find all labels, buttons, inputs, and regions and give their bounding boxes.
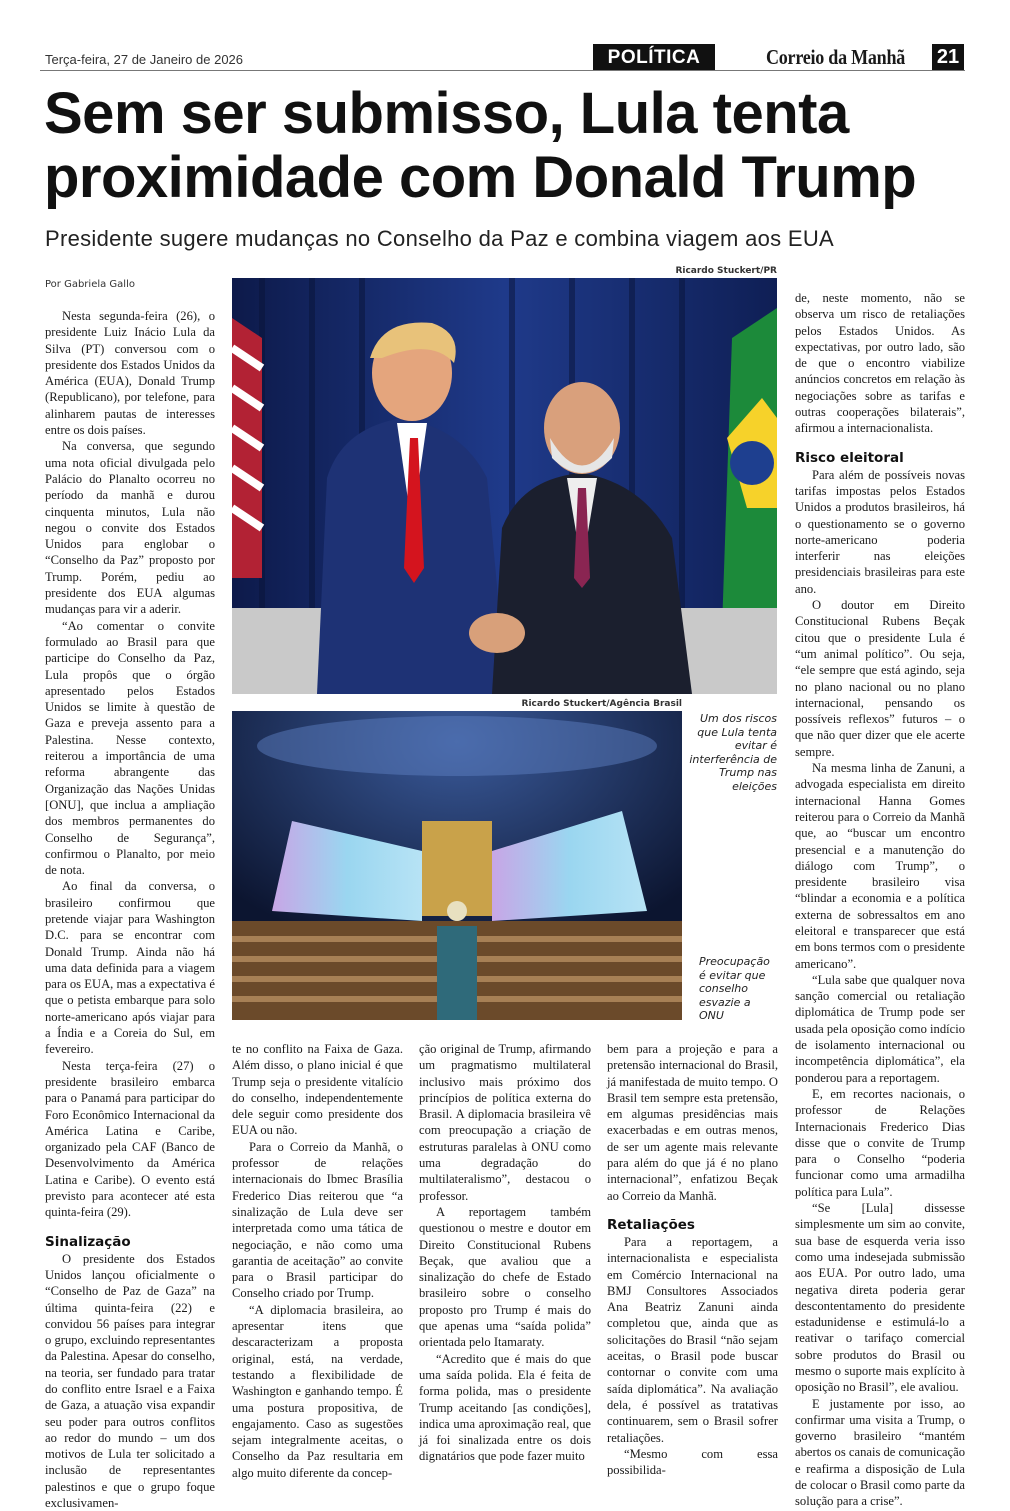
header-rule bbox=[40, 70, 965, 71]
section-heading: Sinalização bbox=[45, 1233, 131, 1250]
paragraph: “Acredito que é mais do que uma saída polida. Ela é feita de forma polida, mas o presidente Trump aceitando [as condições], indica uma aproximação real, que já foi sinalizada entre os dois dignatários que pode fazer muito bbox=[419, 1351, 591, 1464]
paragraph: Para o Correio da Manhã, o professor de relações internacionais do Ibmec Brasília Frederico Dias reiterou que “a sinalização de Lula deve ser interpretada como uma tática de negociação, e não como uma garantia de aceitação” ao convite para o Brasil participar do Conselho criado por Trump. bbox=[232, 1139, 403, 1301]
paragraph: Na mesma linha de Zanuni, a advogada especialista em direito internacional Hanna Gomes reiterou para o Correio da Manhã que, ao “buscar um encontro presencial e a manutenção do diálogo com Trump”, o presidente brasileiro visa “blindar a economia e a política externa de sobressaltos em ano eleitoral e transparecer que está em bons termos com o presidente americano”. bbox=[795, 761, 965, 971]
paragraph: “Ao comentar o convite formulado ao Brasil para que participe do Conselho da Paz, Lula propôs que o órgão apresentado pelos Estados Unidos se limite à questão de Gaza e preveja assento para a Palestina. Nesse contexto, reiterou a importância de uma reforma abrangente das Organização das Nações Unidas [ONU], que inclua a ampliação dos membros permanentes do Conselho de Segurança”, confirmou o Planalto, por meio de nota. bbox=[45, 618, 215, 878]
paragraph: E, em recortes nacionais, o professor de Relações Internacionais Frederico Dias disse que o convite de Trump para o Conselho “poderia funcionar como uma armadilha política para Lula”. bbox=[795, 1086, 965, 1199]
article-column-3 bbox=[419, 1041, 591, 1465]
photo-credit: Ricardo Stuckert/Agência Brasil bbox=[521, 699, 682, 709]
paragraph: bem para a projeção e para a pretensão internacional do Brasil, já manifestada de muito tempo. O Brasil tem sempre esta pretensão, em algumas presidências mais exacerbadas e em outras menos, de ser um agente mais relevante para além do que já é no plano internacional”, enfatizou Beçak ao Correio da Manhã. bbox=[607, 1042, 778, 1203]
newspaper-logo: Correio da Manhã bbox=[766, 45, 906, 69]
photo-caption: Preocupação é evitar que conselho esvazie a ONU bbox=[699, 955, 770, 1022]
section-label: POLÍTICA bbox=[593, 44, 715, 70]
article-column-2 bbox=[232, 1041, 403, 1481]
paragraph: “Se [Lula] dissesse simplesmente um sim ao convite, sua base de esquerda veria isso como uma indesejada submissão aos EUA. Por outro lado, uma negativa direta poderia gerar descontentamento do presidente estadunidense e estimulá-lo a reativar o tarifaço comercial sobre produtos do Brasil ou mesmo o suporte mais explícito à oposição no Brasil”, ele avaliou. bbox=[795, 1201, 965, 1395]
byline: Por Gabriela Gallo bbox=[45, 279, 135, 290]
paragraph: Nesta segunda-feira (26), o presidente Luiz Inácio Lula da Silva (PT) conversou com o presidente dos Estados Unidos da América (EUA), Donald Trump (Republicano), por telefone, para alinharem pautas de interesses entre os dois países. bbox=[45, 309, 215, 438]
paragraph: A reportagem também questionou o mestre e doutor em Direito Constitucional Rubens Beçak, que avaliou que a sinalização do chefe de Estado brasileiro sobre o conselho proposto pro Trump é mais do que apenas uma “saída polida” orientada pelo Itamaraty. bbox=[419, 1204, 591, 1350]
photo-credit: Ricardo Stuckert/PR bbox=[675, 266, 777, 276]
section-heading: Risco eleitoral bbox=[795, 449, 904, 466]
paragraph: E justamente por isso, ao confirmar uma visita a Trump, o governo brasileiro “mantém abertos os canais de comunicação e reafirma a disposição de Lula de colocar o Brasil como parte da solução para a crise”. bbox=[795, 1396, 965, 1509]
paragraph: ção original de Trump, afirmando um pragmatismo multilateral inclusivo mais próximo dos princípios de política externa do Brasil. A diplomacia brasileira vê com preocupação a criação de estruturas paralelas à ONU como uma degradação do multilateralismo”, destacou o professor. bbox=[419, 1042, 591, 1203]
page-number: 21 bbox=[932, 44, 964, 70]
paragraph: O doutor em Direito Constitucional Rubens Beçak citou que o presidente Lula é “um animal político”. Ou seja, “ele sempre que está agindo, seja no plano nacional ou no plano internacional, pensando os possíveis reflexos” futuros – o que não quer dizer que ele acerte sempre. bbox=[795, 598, 965, 759]
paragraph: Na conversa, que segundo uma nota oficial divulgada pelo Palácio do Planalto ocorreu no período da manhã e durou cinquenta minutos, Lula não negou o convite dos Estados Unidos para englobar o “Conselho da Paz” proposto por Trump. Porém, pediu ao presidente dos EUA algumas mudanças para vir a aderir. bbox=[45, 439, 215, 617]
paragraph: de, neste momento, não se observa um risco de retaliações pelos Estados Unidos. As expectativas, por outro lado, são de que o encontro viabilize anúncios concretos em relação às negociações sobre as tarifas e outras cooperações bilaterais”, afirmou a internacionalista. bbox=[795, 291, 965, 436]
paragraph: O presidente dos Estados Unidos lançou oficialmente o “Conselho de Paz de Gaza” na última quinta-feira (22) e convidou 56 países para integrar o grupo, excluindo representantes da Palestina. Apesar do conselho, na teoria, ser fundado para tratar do conflito entre Israel e a Faixa de Gaza, a atuação visa expandir seu poder para outros conflitos ao redor do mundo – um dos motivos de Lula ter solicitado a inclusão de representantes palestinos e que o grupo foque exclusivamen- bbox=[45, 1251, 215, 1511]
paragraph: “A diplomacia brasileira, ao apresentar itens que descaracterizam a proposta original, está, na verdade, testando a flexibilidade de Washington e ganhando tempo. É uma postura propositiva, de engajamento. Caso as sugestões sejam integralmente aceitas, o Conselho da Paz resultaria em algo muito diferente da concep- bbox=[232, 1302, 403, 1480]
article-column-5 bbox=[795, 290, 965, 1510]
headline: Sem ser submisso, Lula tenta proximidade com Donald Trump bbox=[44, 81, 917, 210]
paragraph: Nesta terça-feira (27) o presidente brasileiro embarca para o Panamá para participar do Foro Econômico Internacional da América Latina e Caribe, organizado pela CAF (Banco de Desenvolvimento da América Latina e Caribe). O evento está previsto para acontecer até esta quinta-feira (29). bbox=[45, 1058, 215, 1220]
paragraph: “Lula sabe que qualquer nova sanção comercial ou retaliação diplomática de Trump pode ser usada pela oposição como indício de isolamento internacional ou incompetência diplomática”, ela ponderou para a reportagem. bbox=[795, 972, 965, 1085]
paragraph: Para além de possíveis novas tarifas impostas pelos Estados Unidos a produtos brasileiros, há o questionamento se o governo norte-americano poderia interferir nas eleições presidenciais brasileiras para este ano. bbox=[795, 467, 965, 596]
photo-caption: Um dos riscos que Lula tenta evitar é interferência de Trump nas eleições bbox=[689, 712, 777, 793]
article-column-1 bbox=[45, 308, 215, 1511]
photo-lula-trump-handshake bbox=[232, 278, 777, 694]
article-column-4 bbox=[607, 1041, 778, 1478]
section-heading: Retaliações bbox=[607, 1216, 695, 1233]
paragraph: Para a reportagem, a internacionalista e especialista em Comércio Internacional na BMJ Consultores Associados Ana Beatriz Zanuni ainda completou que, ainda que as solicitações do Brasil “não sejam aceitas, o Brasil pode buscar contornar o convite com uma saída diplomática”. Na avaliação dela, é possível as tratativas continuarem, sem o Brasil sofrer retaliações. bbox=[607, 1234, 778, 1445]
paragraph: te no conflito na Faixa de Gaza. Além disso, o plano inicial é que Trump seja o presidente vitalício do conselho, independentemente dele seguir como presidente dos EUA ou não. bbox=[232, 1042, 403, 1138]
paragraph: “Mesmo com essa possibilida- bbox=[607, 1446, 778, 1478]
paragraph: Ao final da conversa, o brasileiro confirmou que pretende viajar para Washington D.C. para se encontrar com Donald Trump. Ainda não há uma data definida para a viagem para os EUA, mas a expectativa é que o petista embarque para solo norte-americano após viajar para a Índia e a Coreia do Sul, em fevereiro. bbox=[45, 879, 215, 1057]
issue-date: Terça-feira, 27 de Janeiro de 2026 bbox=[45, 52, 244, 67]
subheadline: Presidente sugere mudanças no Conselho da Paz e combina viagem aos EUA bbox=[45, 226, 835, 251]
photo-un-general-assembly bbox=[232, 711, 682, 1020]
